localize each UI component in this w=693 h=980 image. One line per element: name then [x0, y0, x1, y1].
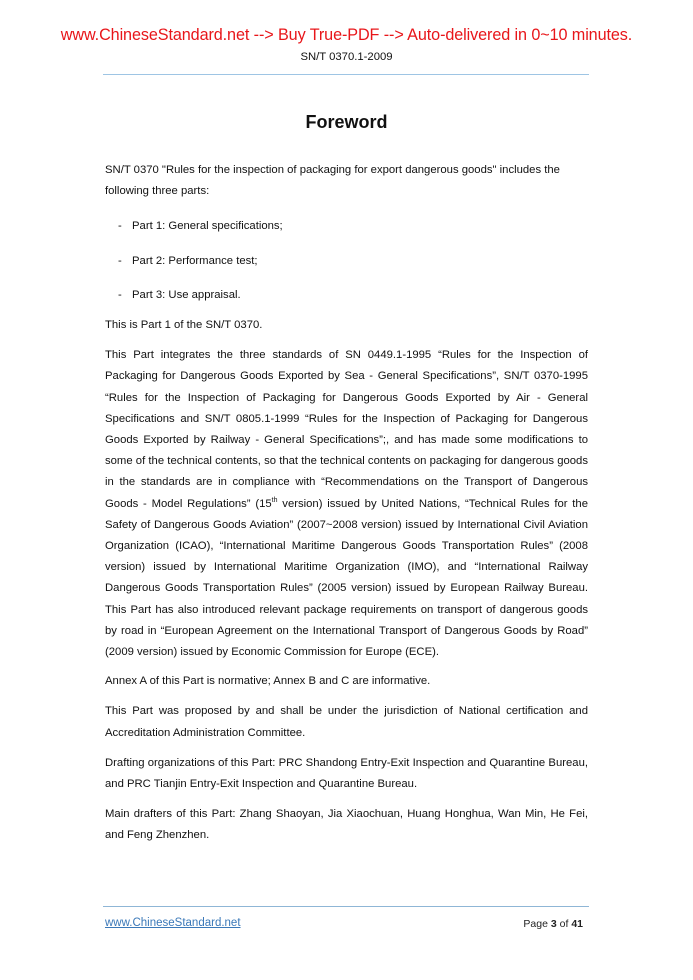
- footer-website-link[interactable]: www.ChineseStandard.net: [105, 917, 241, 929]
- intro-paragraph: SN/T 0370 "Rules for the inspection of packaging for export dangerous goods" includes the following three parts:: [105, 164, 560, 198]
- page-prefix: Page: [523, 918, 551, 930]
- page-of: of: [556, 918, 572, 930]
- list-item: [105, 278, 588, 313]
- list-item: [105, 244, 588, 279]
- parts-list: [105, 209, 588, 313]
- dash-bullet-icon: -: [118, 220, 122, 233]
- integration-text-a: This Part integrates the three standards of SN 0449.1-1995 “Rules for the Inspection of Packaging for Dangerous Goods Exported by Sea - General Specifications”, SN/T 0370-1995 “Rules for the Inspection of Packaging for Dangerous Goods Exported by Air - General Specifications and SN/T 0805.1-1999 “Rules for the Inspection of Packaging for Dangerous Goods Exported by Railway - General Specifications”;, and has made some modifications to some of the technical contents, so that the technical contents on packaging for dangerous goods in the standards are in compliance with “Recommendations on the Transport of Dangerous Goods - Model Regulations” (15: [105, 349, 588, 510]
- promo-banner: www.ChineseStandard.net --> Buy True-PDF --> Auto-delivered in 0~10 minutes.: [60, 26, 633, 44]
- dash-bullet-icon: -: [118, 254, 122, 267]
- page-number: [523, 918, 583, 930]
- page-title: Foreword: [305, 112, 388, 132]
- annex-note: Annex A of this Part is normative; Annex B and C are informative.: [105, 675, 431, 688]
- header-divider: [103, 74, 589, 75]
- standard-code: SN/T 0370.1-2009: [300, 51, 393, 63]
- part-label: Part 3: Use appraisal.: [132, 289, 241, 302]
- jurisdiction-paragraph: This Part was proposed by and shall be under the jurisdiction of National certification and Accreditation Administration Committee.: [105, 705, 588, 739]
- dash-bullet-icon: -: [118, 289, 122, 302]
- current-page: 3: [550, 918, 557, 930]
- integration-text-b: version) issued by United Nations, “Technical Rules for the Safety of Dangerous Goods Aviation” (2007~2008 version) issued by International Civil Aviation Organization (ICAO), “International Maritime Dangerous Goods Transportation Rules” (2008 version) issued by International Maritime Organization (IMO), and “International Railway Dangerous Goods Transportation Rules” (2005 version) issued by European Railway Bureau. This Part has also introduced relevant package requirements on transport of dangerous goods by road in “European Agreement on the International Transport of Dangerous Goods by Road” (2009 version) issued by Economic Commission for Europe (ECE).: [105, 497, 588, 658]
- integration-paragraph: [105, 345, 588, 663]
- part-label: Part 2: Performance test;: [132, 254, 258, 267]
- total-pages: 41: [571, 918, 583, 930]
- ordinal-superscript: th: [271, 496, 278, 504]
- footer-divider: [103, 906, 589, 907]
- drafting-organizations: Drafting organizations of this Part: PRC Shandong Entry-Exit Inspection and Quarantine Bureau, and PRC Tianjin Entry-Exit Inspection and Quarantine Bureau.: [105, 756, 588, 790]
- part-label: Part 1: General specifications;: [132, 220, 283, 233]
- list-item: [105, 209, 588, 244]
- part-statement: This is Part 1 of the SN/T 0370.: [105, 318, 263, 331]
- document-body: [105, 160, 588, 854]
- main-drafters: Main drafters of this Part: Zhang Shaoyan, Jia Xiaochuan, Huang Honghua, Wan Min, He Fei, and Feng Zhenzhen.: [105, 808, 588, 842]
